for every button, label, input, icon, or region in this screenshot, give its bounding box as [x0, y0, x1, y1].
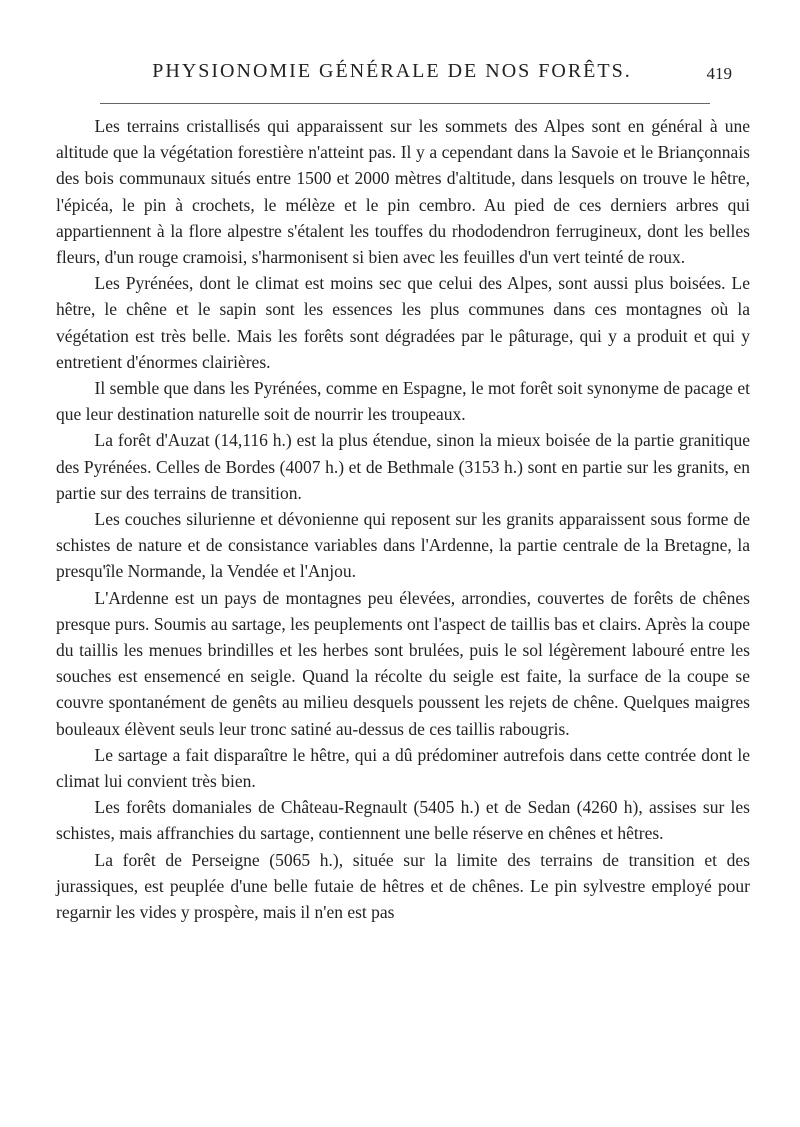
paragraph-pyrenees: Les Pyrénées, dont le climat est moins sec que celui des Alpes, sont aussi plus boisées. Le hêtre, le chêne et le sapin sont les essences les plus communes dans ces montagnes où la végétation est très belle. Mais les forêts sont dégradées par le pâturage, qui y a produit et qui y entretient d'énormes clairières. [56, 273, 750, 372]
running-title: PHYSIONOMIE GÉNÉRALE DE NOS FORÊTS. [152, 60, 632, 82]
header-rule [100, 103, 710, 104]
paragraph-auzat: La forêt d'Auzat (14,116 h.) est la plus étendue, sinon la mieux boisée de la partie granitique des Pyrénées. Celles de Bordes (4007 h.) et de Bethmale (3153 h.) sont en partie sur les granits, en partie sur des terrains de transition. [56, 430, 750, 503]
paragraph-domaniales: Les forêts domaniales de Château-Regnault (5405 h.) et de Sedan (4260 h), assises sur les schistes, mais affranchies du sartage, contiennent une belle réserve en chênes et hêtres. [56, 797, 750, 844]
paragraph-pacage: Il semble que dans les Pyrénées, comme en Espagne, le mot forêt soit synonyme de pacage et que leur destination naturelle soit de nourrir les troupeaux. [56, 378, 750, 425]
page-number: 419 [706, 64, 732, 83]
body-text [56, 113, 750, 925]
paragraph-sartage: Le sartage a fait disparaître le hêtre, qui a dû prédominer autrefois dans cette contrée dont le climat lui convient très bien. [56, 744, 750, 792]
paragraph-perseigne: La forêt de Perseigne (5065 h.), située sur la limite des terrains de transition et des jurassiques, est peuplée d'une belle futaie de hêtres et de chênes. Le pin sylvestre employé pour regarnir les vides y prospère, mais il n'en est pas [56, 849, 750, 923]
paragraph-couches: Les couches silurienne et dévonienne qui reposent sur les granits apparaissent sous forme de schistes de nature et de consistance variables dans l'Ardenne, la partie centrale de la Bretagne, la presqu'île Normande, la Vendée et l'Anjou. [56, 509, 750, 582]
paragraph-ardenne: L'Ardenne est un pays de montagnes peu élevées, arrondies, couvertes de forêts de chênes presque purs. Soumis au sartage, les peuplements ont l'aspect de taillis bas et clairs. Après la coupe du taillis les menues brindilles et les herbes sont brulées, puis le sol légèrement labouré entre les souches est ensemencé en seigle. Quand la récolte du seigle est faite, la surface de la coupe se couvre spontanément de genêts au milieu desquels poussent les rejets de chêne. Quelques maigres bouleaux élèvent seuls leur tronc satiné au-dessus de ces taillis rabougris. [56, 587, 750, 739]
paragraph-alpes: Les terrains cristallisés qui apparaissent sur les sommets des Alpes sont en général à une altitude que la végétation forestière n'atteint pas. Il y a cependant dans la Savoie et le Briançonnais des bois communaux situés entre 1500 et 2000 mètres d'altitude, dans lesquels on trouve le hêtre, l'épicéa, le pin à crochets, le mélèze et le pin cembro. Au pied de ces derniers arbres qui appartiennent à la flore alpestre s'étalent les touffes du rhododendron ferrugineux, dont les belles fleurs, d'un rouge cramoisi, s'harmonisent si bien avec les feuilles d'un vert teinté de roux. [56, 116, 750, 268]
